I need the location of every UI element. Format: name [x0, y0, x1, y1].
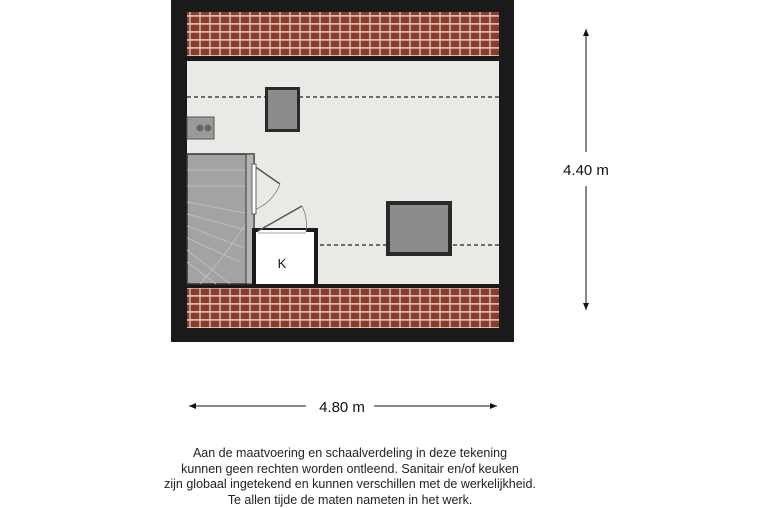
disclaimer-line: zijn globaal ingetekend en kunnen verschillen met de werkelijkheid. [100, 477, 600, 493]
roof-bottom [187, 288, 499, 328]
disclaimer-line: Aan de maatvoering en schaalverdeling in deze tekening [100, 446, 600, 462]
skylight-right [386, 201, 452, 256]
boiler-unit [187, 117, 214, 139]
disclaimer [100, 446, 600, 508]
disclaimer-line: kunnen geen rechten worden ontleend. Sanitair en/of keuken [100, 462, 600, 478]
width-label: 4.80 m [319, 399, 365, 416]
staircase [187, 154, 254, 284]
skylight-top [265, 87, 300, 132]
disclaimer-line: Te allen tijde de maten nameten in het werk. [100, 493, 600, 508]
roof-top [187, 12, 499, 56]
height-label: 4.40 m [563, 162, 609, 179]
room-label-k: K [278, 256, 287, 271]
